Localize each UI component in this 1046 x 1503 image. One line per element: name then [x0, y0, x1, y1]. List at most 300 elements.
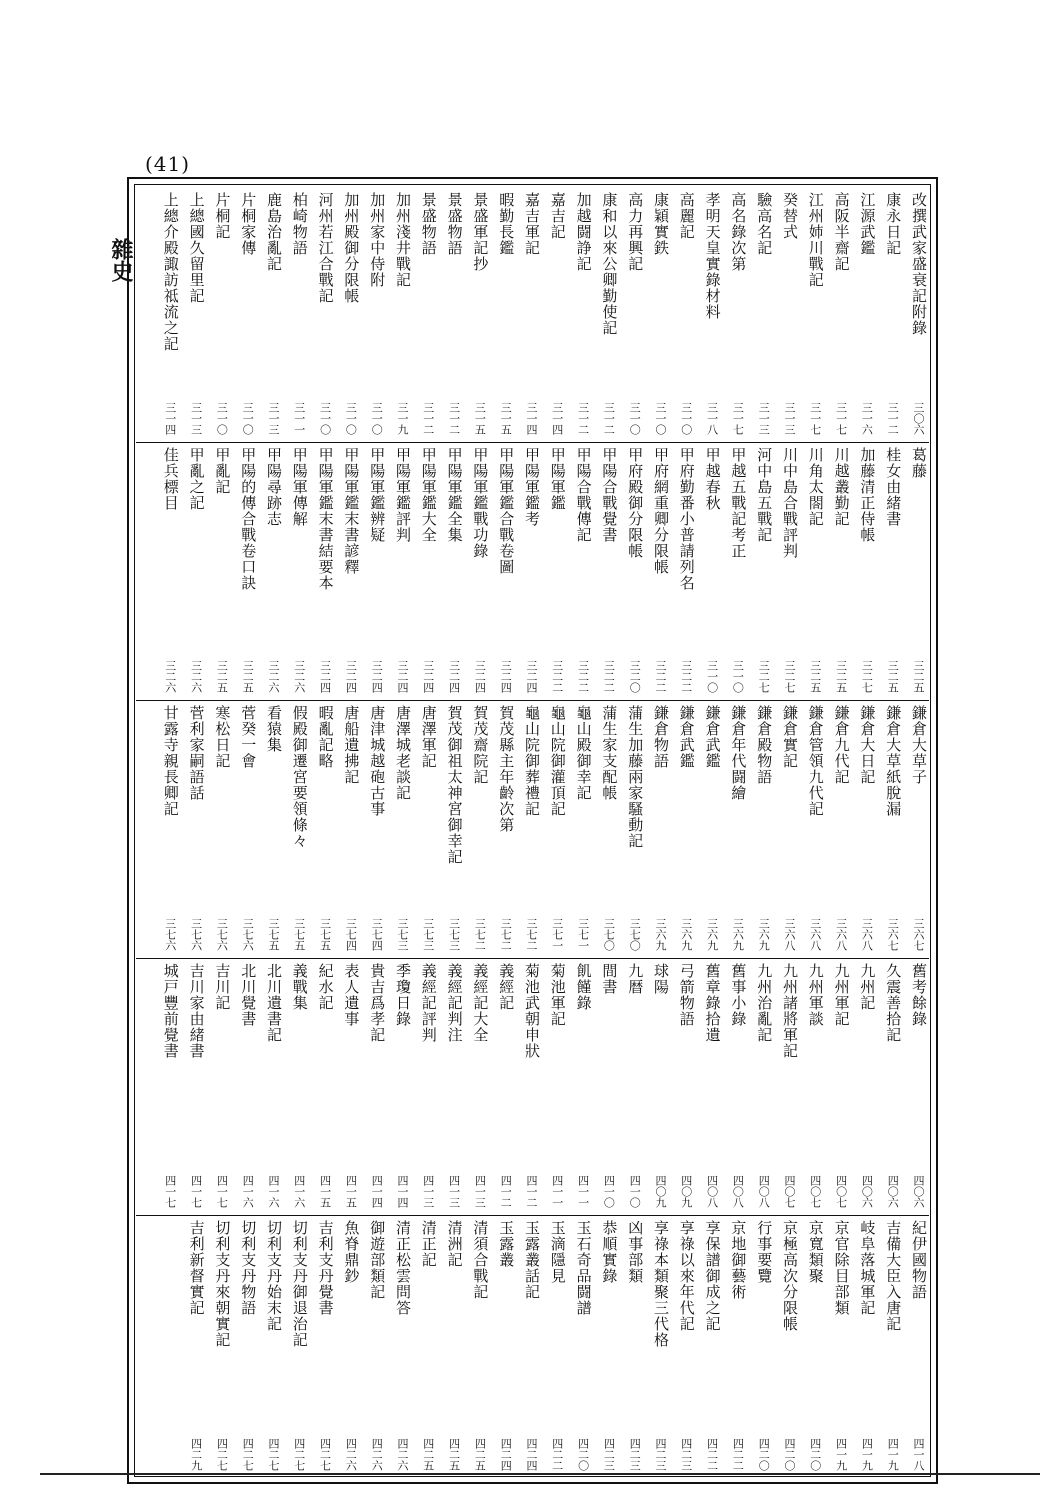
- entry-page: 四二六: [370, 1438, 384, 1471]
- entry-title: 甲陽軍鑑全集: [445, 447, 464, 543]
- entry-page: 三一六: [860, 402, 874, 435]
- entry-page: 三二四: [370, 660, 384, 693]
- entry-page: 三二二: [679, 660, 693, 693]
- entry-title: 鹿島治亂記: [265, 192, 283, 272]
- index-entry: [829, 186, 854, 441]
- index-entry: [209, 441, 234, 699]
- entry-title: 義經記評判: [419, 963, 438, 1043]
- entry-page: 三七六: [163, 918, 177, 951]
- entry-title: 賀茂齋院記: [471, 705, 490, 785]
- entry-page: 三二四: [421, 660, 435, 693]
- index-entry: [209, 186, 234, 441]
- entry-page: 四〇七: [834, 1175, 848, 1208]
- index-entry: [390, 957, 415, 1214]
- index-entry: [467, 186, 492, 441]
- index-band: [136, 441, 929, 699]
- entry-page: 四二九: [189, 1438, 203, 1471]
- entry-title: 京官除目部類: [832, 1220, 851, 1316]
- entry-page: 三二六: [163, 660, 177, 693]
- entry-page: 三七六: [241, 918, 255, 951]
- entry-title: 鎌倉管領九代記: [806, 705, 825, 817]
- entry-page: 三二二: [576, 660, 590, 693]
- entry-title: 假殿御遷宮要領條々: [290, 705, 309, 849]
- entry-page: 四一七: [215, 1175, 229, 1208]
- entry-title: 紀水記: [316, 963, 335, 1011]
- entry-page: 三六七: [886, 918, 900, 951]
- index-entry: [622, 699, 647, 957]
- entry-page: 四〇九: [679, 1175, 693, 1208]
- entry-title: 御遊部類記: [368, 1220, 387, 1300]
- entry-title: 凶事部類: [626, 1220, 645, 1284]
- entry-title: 紀伊國物語: [910, 1220, 928, 1300]
- entry-page: 四二五: [473, 1438, 487, 1471]
- entry-page: 三一二: [447, 402, 461, 435]
- entry-title: 弓箭物語: [677, 963, 696, 1027]
- index-entry: [751, 699, 776, 957]
- index-entry: [519, 186, 544, 441]
- entry-title: 京地御藝術: [729, 1220, 748, 1300]
- entry-title: 鎌倉實記: [781, 705, 799, 769]
- entry-page: 三一七: [834, 402, 848, 435]
- entry-title: 鎌倉年代闘繪: [729, 705, 748, 801]
- entry-title: 康永日記: [884, 192, 903, 256]
- entry-title: 高名錄次第: [729, 192, 748, 272]
- index-entry: [648, 957, 673, 1214]
- index-entry: [184, 186, 209, 441]
- entry-title: 柏崎物語: [290, 192, 309, 256]
- index-entry: [674, 957, 699, 1214]
- index-band: [136, 957, 929, 1214]
- entry-title: 貴吉爲孝記: [368, 963, 387, 1043]
- entry-title: 魚脊鼎鈔: [342, 1220, 361, 1284]
- entry-page: 四二七: [292, 1438, 306, 1471]
- entry-page: 四一七: [189, 1175, 203, 1208]
- entry-title: 切利支丹始末記: [265, 1220, 283, 1332]
- entry-page: 三二六: [267, 660, 280, 693]
- index-entry: [416, 1214, 441, 1477]
- entry-title: 甲陽合戰覺書: [600, 447, 619, 543]
- index-entry: [854, 957, 879, 1214]
- index-entry: [622, 441, 647, 699]
- index-entry: [390, 186, 415, 441]
- entry-page: 三二五: [834, 660, 848, 693]
- index-entry: [751, 441, 776, 699]
- entry-title: 玉露叢: [497, 1220, 516, 1268]
- index-entry: [700, 1214, 725, 1477]
- entry-title: 菅利家嗣語話: [187, 705, 206, 801]
- entry-page: 三一五: [473, 402, 487, 435]
- entry-page: 三二五: [886, 660, 900, 693]
- entry-title: 甲府網重卿分限帳: [652, 447, 670, 575]
- entry-page: 四一一: [576, 1175, 590, 1208]
- index-entry: [442, 699, 467, 957]
- entry-page: 四二五: [421, 1438, 435, 1471]
- entry-title: 暇亂記略: [316, 705, 335, 769]
- entry-title: 清洲記: [445, 1220, 464, 1268]
- entry-title: 甲陽的傳合戰卷口訣: [239, 447, 258, 591]
- entry-page: 四二七: [215, 1438, 229, 1471]
- entry-title: 片桐記: [213, 192, 232, 240]
- entry-title: 九州治亂記: [755, 963, 774, 1043]
- entry-title: 甲陽合戰傳記: [574, 447, 593, 543]
- entry-title: 享保譜御成之記: [703, 1220, 722, 1332]
- entry-title: 吉川記: [213, 963, 232, 1011]
- entry-title: 吉備大臣入唐記: [884, 1220, 903, 1332]
- entry-page: 四一五: [344, 1175, 358, 1208]
- entry-page: 三一二: [576, 402, 590, 435]
- entry-title: 切利支丹來朝實記: [213, 1220, 232, 1348]
- entry-page: 四一九: [886, 1438, 900, 1471]
- entry-page: 四〇六: [860, 1175, 874, 1208]
- entry-title: 義經記判注: [445, 963, 464, 1043]
- entry-page: 三七四: [370, 918, 384, 951]
- index-entry: [725, 441, 750, 699]
- entry-title: 鎌倉武鑑: [703, 705, 722, 769]
- index-entry: [390, 441, 415, 699]
- entry-page: 三二二: [654, 660, 667, 693]
- entry-page: 三一七: [731, 402, 745, 435]
- entry-page: 三一二: [421, 402, 435, 435]
- entry-page: 四一七: [163, 1175, 177, 1208]
- entry-title: 甲陽軍鑑末書結要本: [316, 447, 335, 591]
- entry-title: 九州軍談: [806, 963, 825, 1027]
- index-entry: [571, 699, 596, 957]
- entry-page: 四一九: [860, 1438, 874, 1471]
- index-entry: [287, 441, 312, 699]
- entry-title: 川越叢勤記: [832, 447, 851, 527]
- entry-title: 景盛軍記抄: [471, 192, 490, 272]
- index-entry: [467, 441, 492, 699]
- index-entry: [829, 1214, 854, 1477]
- entry-title: 唐船遺拂記: [342, 705, 361, 785]
- entry-page: 三二四: [473, 660, 487, 693]
- entry-page: 四二〇: [576, 1438, 590, 1471]
- entry-title: 加州淺井戰記: [394, 192, 412, 288]
- entry-title: 甲府勤番小普請列名: [677, 447, 696, 591]
- index-entry: [622, 957, 647, 1214]
- index-entry: [700, 957, 725, 1214]
- entry-page: 三六九: [679, 918, 693, 951]
- entry-page: 四一六: [241, 1175, 255, 1208]
- entry-title: 義戰集: [290, 963, 309, 1011]
- index-entry: [235, 957, 260, 1214]
- entry-page: 三一〇: [344, 402, 358, 435]
- index-entry: [235, 441, 260, 699]
- entry-page: 三二四: [499, 660, 513, 693]
- index-entry: [674, 441, 699, 699]
- index-frame: [127, 177, 938, 1484]
- entry-page: 三一〇: [654, 402, 667, 435]
- index-entry: [493, 186, 518, 441]
- index-entry: [880, 441, 905, 699]
- entry-page: 四二三: [602, 1438, 616, 1471]
- entry-title: 嘉吉軍記: [523, 192, 541, 256]
- index-entry: [158, 441, 183, 699]
- entry-title: 加州殿御分限帳: [342, 192, 361, 304]
- footer-rule: [40, 1473, 1040, 1475]
- entry-page: 三一〇: [370, 402, 384, 435]
- entry-page: 四〇六: [912, 1175, 925, 1208]
- index-entry: [493, 699, 518, 957]
- index-entry: [416, 441, 441, 699]
- index-entry: [416, 957, 441, 1214]
- index-entry: [596, 699, 621, 957]
- entry-title: 蒲生加藤兩家騷動記: [626, 705, 645, 849]
- entry-page: 三二四: [318, 660, 332, 693]
- index-entry: [519, 699, 544, 957]
- entry-title: 甲越春秋: [703, 447, 722, 511]
- entry-title: 河中島五戰記: [755, 447, 774, 543]
- entry-title: 龜山院御葬禮記: [523, 705, 541, 817]
- entry-title: 岐阜落城軍記: [858, 1220, 877, 1316]
- index-entry: [158, 186, 183, 441]
- entry-page: 三七一: [576, 918, 590, 951]
- index-entry: [777, 186, 802, 441]
- index-entry: [209, 957, 234, 1214]
- entry-page: 四二〇: [808, 1438, 822, 1471]
- index-entry: [571, 186, 596, 441]
- entry-page: 四〇八: [757, 1175, 771, 1208]
- entry-page: 三一〇: [241, 402, 255, 435]
- entry-title: 桂女由緒書: [884, 447, 903, 527]
- entry-title: 恭順實錄: [600, 1220, 619, 1284]
- index-entry: [519, 957, 544, 1214]
- entry-page: 三一四: [163, 402, 177, 435]
- index-entry: [596, 441, 621, 699]
- entry-title: 癸替式: [781, 192, 799, 240]
- entry-page: 四〇八: [705, 1175, 719, 1208]
- index-entry: [313, 699, 338, 957]
- entry-title: 康和以來公卿勤使記: [600, 192, 619, 336]
- entry-title: 上總國久留里記: [187, 192, 206, 304]
- index-entry: [313, 1214, 338, 1477]
- entry-page: 三七三: [421, 918, 435, 951]
- entry-title: 吉利支丹覺書: [316, 1220, 335, 1316]
- index-entry: [674, 1214, 699, 1477]
- entry-page: 三六九: [731, 918, 745, 951]
- index-entry: [442, 186, 467, 441]
- entry-page: 三二六: [189, 660, 203, 693]
- entry-page: 三七四: [344, 918, 358, 951]
- index-entry: [545, 1214, 570, 1477]
- index-entry: [906, 957, 931, 1214]
- index-entry: [700, 186, 725, 441]
- entry-title: 久震善拾記: [884, 963, 903, 1043]
- index-entry: [648, 1214, 673, 1477]
- entry-page: 四〇七: [808, 1175, 822, 1208]
- entry-page: 四二五: [447, 1438, 461, 1471]
- entry-title: 甲陽尋跡志: [265, 447, 283, 527]
- index-entry: [571, 957, 596, 1214]
- index-entry: [493, 1214, 518, 1477]
- entry-title: 景盛物語: [419, 192, 438, 256]
- entry-title: 江源武鑑: [858, 192, 877, 256]
- entry-page: 三二〇: [628, 660, 642, 693]
- entry-page: 四二〇: [783, 1438, 796, 1471]
- index-entry: [854, 699, 879, 957]
- entry-title: 清正松雲問答: [394, 1220, 412, 1316]
- entry-page: 四二四: [499, 1438, 513, 1471]
- entry-page: 三六八: [860, 918, 874, 951]
- index-entry: [235, 699, 260, 957]
- entry-title: 玉石奇品闘譜: [574, 1220, 593, 1316]
- entry-title: 蒲生家支配帳: [600, 705, 619, 801]
- index-entry: [545, 441, 570, 699]
- entry-title: 孝明天皇實錄材料: [703, 192, 722, 320]
- entry-page: 四二七: [318, 1438, 332, 1471]
- entry-title: 甲陽軍鑑合戰卷圖: [497, 447, 516, 575]
- entry-title: 甲陽軍鑑辨疑: [368, 447, 387, 543]
- entry-title: 高力再興記: [626, 192, 645, 272]
- index-entry: [648, 699, 673, 957]
- entry-page: 三七〇: [628, 918, 642, 951]
- index-entry: [906, 699, 931, 957]
- entry-title: 清正記: [419, 1220, 438, 1268]
- entry-title: 上總介殿諏訪祗流之記: [161, 192, 180, 352]
- entry-page: 三一〇: [318, 402, 332, 435]
- entry-page: 三七二: [499, 918, 513, 951]
- index-entry: [261, 441, 286, 699]
- entry-title: 甲陽軍傳解: [290, 447, 309, 527]
- entry-title: 龜山殿御幸記: [574, 705, 593, 801]
- index-entry: [338, 186, 363, 441]
- entry-page: 三一〇: [215, 402, 229, 435]
- entry-page: 四一四: [370, 1175, 384, 1208]
- entry-title: 嘉吉記: [548, 192, 567, 240]
- entry-title: 川中島合戰評判: [781, 447, 799, 559]
- entry-page: 四二〇: [757, 1438, 771, 1471]
- index-entry: [519, 1214, 544, 1477]
- entry-page: 三二四: [447, 660, 461, 693]
- index-entry: [261, 186, 286, 441]
- entry-page: 三二六: [292, 660, 306, 693]
- entry-title: 菅癸一會: [239, 705, 258, 769]
- index-entry: [803, 186, 828, 441]
- entry-title: 切利支丹御退治記: [290, 1220, 309, 1348]
- entry-title: 江州姉川戰記: [806, 192, 825, 288]
- entry-title: 高麗記: [677, 192, 696, 240]
- index-entry: [338, 699, 363, 957]
- index-entry: [235, 1214, 260, 1477]
- index-entry: [854, 1214, 879, 1477]
- entry-page: 三一〇: [731, 660, 745, 693]
- index-entry: [571, 441, 596, 699]
- entry-page: 三一一: [292, 402, 306, 435]
- index-entry: [777, 957, 802, 1214]
- entry-title: 菊池軍記: [548, 963, 567, 1027]
- entry-page: 四二二: [550, 1438, 564, 1471]
- entry-page: 三一〇: [679, 402, 693, 435]
- entry-page: 三七五: [292, 918, 306, 951]
- entry-page: 四一三: [421, 1175, 435, 1208]
- entry-page: 三六九: [705, 918, 719, 951]
- entry-title: 享祿以來年代記: [677, 1220, 696, 1332]
- entry-page: 三七五: [318, 918, 332, 951]
- entry-title: 甲陽軍鑑考: [523, 447, 541, 527]
- entry-title: 河州若江合戰記: [316, 192, 335, 304]
- entry-page: 三一五: [499, 402, 513, 435]
- index-entry: [829, 699, 854, 957]
- entry-title: 鎌倉殿物語: [755, 705, 774, 785]
- entry-title: 九州記: [858, 963, 877, 1011]
- index-entry: [184, 441, 209, 699]
- index-entry: [364, 957, 389, 1214]
- index-entry: [777, 441, 802, 699]
- entry-page: 三六八: [808, 918, 822, 951]
- entry-page: 三一四: [525, 402, 538, 435]
- entry-page: 四〇九: [654, 1175, 667, 1208]
- index-entry: [725, 186, 750, 441]
- entry-page: 三七三: [396, 918, 409, 951]
- index-entry: [803, 957, 828, 1214]
- index-entry: [571, 1214, 596, 1477]
- entry-title: 景盛物語: [445, 192, 464, 256]
- entry-page: 四二二: [731, 1438, 745, 1471]
- index-entry: [596, 1214, 621, 1477]
- index-entry: [467, 957, 492, 1214]
- index-entry: [287, 957, 312, 1214]
- entry-page: 三一三: [189, 402, 203, 435]
- index-entry: [880, 186, 905, 441]
- entry-page: 三二五: [912, 660, 925, 693]
- entry-title: 玉露叢話記: [523, 1220, 541, 1300]
- entry-title: 表人遺事: [342, 963, 361, 1027]
- index-entry: [442, 441, 467, 699]
- index-entry: [751, 1214, 776, 1477]
- entry-title: 甲陽軍鑑評判: [394, 447, 412, 543]
- index-entry: [829, 441, 854, 699]
- entry-title: 義經記大全: [471, 963, 490, 1043]
- index-entry: [493, 441, 518, 699]
- entry-page: 三七〇: [602, 918, 616, 951]
- entry-page: 三六九: [654, 918, 667, 951]
- index-entry: [700, 441, 725, 699]
- index-entry: [725, 1214, 750, 1477]
- index-entry: [493, 957, 518, 1214]
- index-entry: [906, 186, 931, 441]
- entry-page: 四一五: [318, 1175, 332, 1208]
- entry-title: 賀茂縣主年齡次第: [497, 705, 516, 833]
- entry-title: 甲越五戰記考正: [729, 447, 748, 559]
- index-entry: [803, 699, 828, 957]
- entry-title: 甲亂記: [213, 447, 232, 495]
- entry-page: 四一八: [912, 1438, 925, 1471]
- entry-title: 甲陽軍鑑戰功錄: [471, 447, 490, 559]
- index-entry: [235, 186, 260, 441]
- index-entry: [519, 441, 544, 699]
- entry-page: 四一二: [525, 1175, 538, 1208]
- index-entry: [338, 957, 363, 1214]
- entry-title: 甲陽軍鑑大全: [419, 447, 438, 543]
- index-entry: [364, 699, 389, 957]
- section-title: 雜史: [108, 238, 134, 282]
- entry-page: 四一九: [834, 1438, 848, 1471]
- index-entry: [906, 1214, 931, 1477]
- entry-title: 甘露寺親長卿記: [161, 705, 180, 817]
- entry-title: 城戸豐前覺書: [161, 963, 180, 1059]
- entry-title: 驗高名記: [755, 192, 774, 256]
- entry-page: 三二五: [215, 660, 229, 693]
- entry-title: 唐澤城老談記: [394, 705, 412, 801]
- entry-title: 佳兵標目: [161, 447, 180, 511]
- entry-page: 三七六: [189, 918, 203, 951]
- entry-title: 龜山院御灌頂記: [548, 705, 567, 817]
- entry-title: 加州家中侍附: [368, 192, 387, 288]
- entry-page: 四二三: [628, 1438, 642, 1471]
- index-entry: [184, 957, 209, 1214]
- index-entry: [287, 186, 312, 441]
- index-entry: [209, 699, 234, 957]
